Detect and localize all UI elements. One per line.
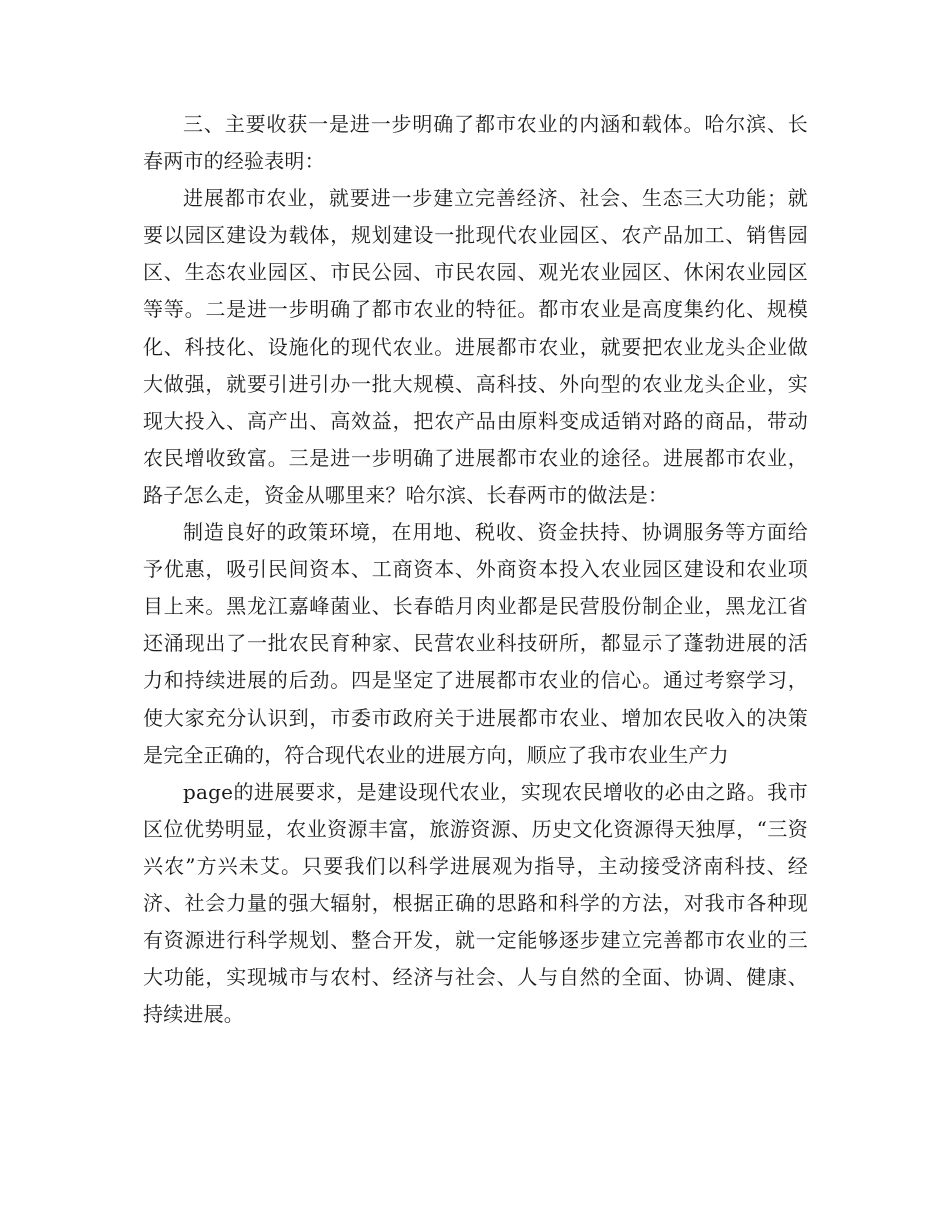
paragraph-4: page的进展要求，是建设现代农业，实现农民增收的必由之路。我市区位优势明显，农业资源丰富，旅游资源、历史文化资源得天独厚，“三资兴农”方兴未艾。只要我们以科学进展观为指导，主动接受济南科技、经济、社会力量的强大辐射，根据正确的思路和科学的方法，对我市各种现有资源进行科学规划、整合开发，就一定能够逐步建立完善都市农业的三大功能，实现城市与农村、经济与社会、人与自然的全面、协调、健康、持续进展。 <box>143 779 808 1027</box>
paragraph-2: 进展都市农业，就要进一步建立完善经济、社会、生态三大功能；就要以园区建设为载体，规划建设一批现代农业园区、农产品加工、销售园区、生态农业园区、市民公园、市民农园、观光农业园区、休闲农业园区等等。二是进一步明确了都市农业的特征。都市农业是高度集约化、规模化、科技化、设施化的现代农业。进展都市农业，就要把农业龙头企业做大做强，就要引进引办一批大规模、高科技、外向型的农业龙头企业，实现大投入、高产出、高效益，把农产品由原料变成适销对路的商品，带动农民增收致富。三是进一步明确了进展都市农业的途径。进展都市农业，路子怎么走，资金从哪里来？哈尔滨、长春两市的做法是： <box>143 186 808 507</box>
paragraph-1: 三、主要收获一是进一步明确了都市农业的内涵和载体。哈尔滨、长春两市的经验表明： <box>143 112 808 174</box>
paragraph-3: 制造良好的政策环境，在用地、税收、资金扶持、协调服务等方面给予优惠，吸引民间资本、工商资本、外商资本投入农业园区建设和农业项目上来。黑龙江嘉峰菌业、长春皓月肉业都是民营股份制企业，黑龙江省还涌现出了一批农民育种家、民营农业科技研所，都显示了蓬勃进展的活力和持续进展的后劲。四是坚定了进展都市农业的信心。通过考察学习，使大家充分认识到，市委市政府关于进展都市农业、增加农民收入的决策是完全正确的，符合现代农业的进展方向，顺应了我市农业生产力 <box>143 520 808 767</box>
document-body <box>143 106 808 1033</box>
